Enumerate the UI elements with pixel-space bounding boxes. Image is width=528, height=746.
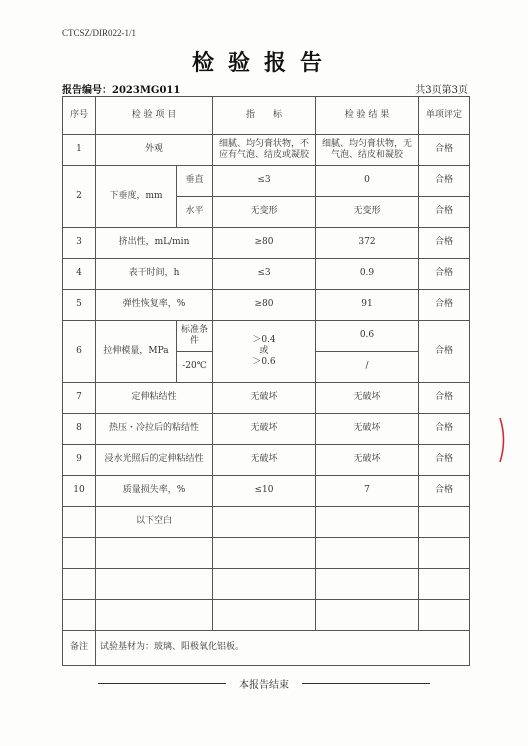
remark-text: 试验基材为：玻璃、阳极氧化铝板。 [96,631,470,666]
row-result: 0.6 [316,321,419,352]
row-seq: 10 [63,476,96,507]
row-result: 无破坏 [316,414,419,445]
row-seq: 5 [63,290,96,321]
row-spec: 细腻、均匀膏状物，不应有气泡、结皮或凝胶 [213,135,316,166]
row-judge: 合格 [419,321,470,383]
table-header-row [63,97,470,135]
row-result: 细腻、均匀膏状物，无气泡、结皮和凝胶 [316,135,419,166]
header-judge: 单项评定 [419,97,470,135]
row-seq: 9 [63,445,96,476]
end-text: 本报告结束 [239,680,289,691]
document-code: CTCSZ/DIR022-1/1 [62,28,137,38]
inspection-table [62,96,470,666]
row-spec: ≥80 [213,228,316,259]
empty-cell [213,538,316,569]
empty-cell [96,569,213,600]
row-subitem: 垂直 [177,166,213,197]
table-row [63,383,470,414]
header-item: 检 验 项 目 [96,97,213,135]
row-judge: 合格 [419,166,470,197]
row-judge: 合格 [419,259,470,290]
row-judge: 合格 [419,414,470,445]
table-row [63,321,470,352]
row-spec: 无破坏 [213,445,316,476]
row-judge: 合格 [419,383,470,414]
row-judge: 合格 [419,476,470,507]
row-seq: 8 [63,414,96,445]
row-item: 拉伸模量，MPa [96,321,177,383]
row-item: 浸水光照后的定伸粘结性 [96,445,213,476]
row-seq: 7 [63,383,96,414]
row-seq: 4 [63,259,96,290]
row-subitem: 标准条件 [177,321,213,352]
table-row [63,135,470,166]
row-result: 7 [316,476,419,507]
row-item: 表干时间，h [96,259,213,290]
row-result: 无破坏 [316,383,419,414]
row-item: 外观 [96,135,213,166]
table-row [63,445,470,476]
empty-cell [316,569,419,600]
stamp-arc [500,418,504,462]
empty-cell [213,507,316,538]
remark-row [63,631,470,666]
empty-cell [63,569,96,600]
header-seq: 序号 [63,97,96,135]
row-result: / [316,352,419,383]
table-row [63,569,470,600]
row-judge: 合格 [419,290,470,321]
row-result: 372 [316,228,419,259]
footer-right-rule [302,683,430,684]
row-seq: 6 [63,321,96,383]
row-item: 下垂度，mm [96,166,177,228]
empty-cell [316,507,419,538]
table-row [63,414,470,445]
table-row [63,507,470,538]
row-result: 无变形 [316,197,419,228]
row-result: 无破坏 [316,445,419,476]
table-row [63,476,470,507]
row-judge: 合格 [419,445,470,476]
row-result: 91 [316,290,419,321]
empty-cell [63,600,96,631]
empty-cell [63,507,96,538]
blank-note: 以下空白 [96,507,213,538]
row-item: 定伸粘结性 [96,383,213,414]
page-info: 共3页第3页 [415,85,468,96]
row-result: 0.9 [316,259,419,290]
empty-cell [96,538,213,569]
row-seq: 2 [63,166,96,228]
row-spec: ＞0.4 或 ＞0.6 [213,321,316,383]
row-seq: 3 [63,228,96,259]
row-item: 挤出性，mL/min [96,228,213,259]
remark-label: 备注 [63,631,96,666]
empty-cell [419,538,470,569]
row-judge: 合格 [419,197,470,228]
report-end-footer [0,676,528,690]
row-judge: 合格 [419,135,470,166]
empty-cell [213,569,316,600]
header-result: 检 验 结 果 [316,97,419,135]
report-number: 报告编号：2023MG011 [62,85,181,96]
table-row [63,228,470,259]
row-spec: 无变形 [213,197,316,228]
empty-cell [96,600,213,631]
row-spec: 无破坏 [213,383,316,414]
row-result: 0 [316,166,419,197]
page-title: 检验报告 [191,50,336,76]
empty-cell [316,538,419,569]
row-spec: 无破坏 [213,414,316,445]
table-row [63,600,470,631]
table-row [63,166,470,197]
empty-cell [419,507,470,538]
table-row [63,290,470,321]
empty-cell [213,600,316,631]
header-spec: 指 标 [213,97,316,135]
row-subitem: 水平 [177,197,213,228]
row-item: 质量损失率，% [96,476,213,507]
table-row [63,538,470,569]
row-subitem: -20℃ [177,352,213,383]
row-spec: ≤3 [213,259,316,290]
row-judge: 合格 [419,228,470,259]
empty-cell [419,600,470,631]
row-seq: 1 [63,135,96,166]
empty-cell [316,600,419,631]
empty-cell [63,538,96,569]
row-item: 弹性恢复率，% [96,290,213,321]
table-row [63,259,470,290]
empty-cell [419,569,470,600]
row-item: 热压・冷拉后的粘结性 [96,414,213,445]
stamp-mark [498,416,508,464]
row-spec: ≤10 [213,476,316,507]
row-spec: ≤3 [213,166,316,197]
row-spec: ≥80 [213,290,316,321]
